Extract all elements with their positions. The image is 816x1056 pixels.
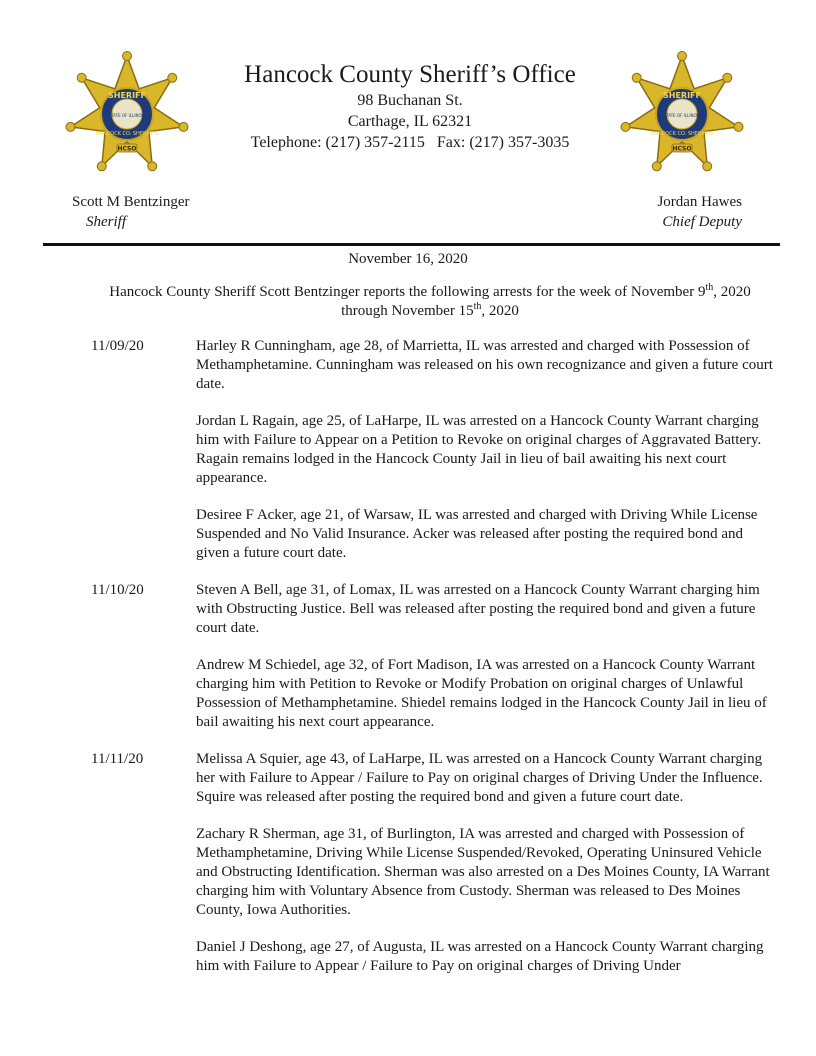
arrest-day — [0, 337, 816, 563]
arrest-record: Desiree F Acker, age 21, of Warsaw, IL was arrested and charged with Driving While License Suspended and No Valid Insurance. Acker was released after posting the required bond and given a future court date. — [196, 507, 758, 561]
arrest-entries — [0, 337, 816, 976]
intro-sup-1: th — [705, 282, 714, 293]
svg-text:SHERIFF: SHERIFF — [108, 91, 146, 100]
arrest-record: Steven A Bell, age 31, of Lomax, IL was arrested on a Hancock County Warrant charging him with Obstructing Justice. Bell was released after posting the required bond and given a future court date. — [196, 582, 760, 636]
sheriff-name: Scott M Bentzinger — [72, 194, 190, 210]
arrest-date: 11/10/20 — [91, 582, 144, 598]
intro-paragraph — [100, 283, 760, 321]
arrest-date: 11/09/20 — [91, 338, 144, 354]
svg-text:HANCOCK CO. SHERIFF'S: HANCOCK CO. SHERIFF'S — [95, 131, 159, 137]
arrest-record: Harley R Cunningham, age 28, of Marrietta, IL was arrested and charged with Possession of Methamphetamine. Cunningham was released on his own recognizance and given a future court date. — [196, 338, 773, 392]
sheriff-role: Sheriff — [86, 214, 126, 230]
arrest-date: 11/11/20 — [91, 751, 144, 767]
address-city: Carthage, IL 62321 — [347, 113, 473, 130]
arrest-record: Andrew M Schiedel, age 32, of Fort Madison, IA was arrested on a Hancock County Warrant charging him with Petition to Revoke or Modify Probation on original charges of Unlawful Possession of Methamphetamine. Shiedel remains lodged in the Hancock County Jail in lieu of bail awaiting his next court appearance. — [196, 657, 767, 730]
arrest-record: Daniel J Deshong, age 27, of Augusta, IL was arrested on a Hancock County Warrant charging him with Failure to Appear / Failure to Pay on original charges of Driving Under — [196, 939, 764, 974]
svg-text:HCSO: HCSO — [672, 145, 692, 153]
header-divider — [43, 243, 780, 246]
intro-text-1: Hancock County Sheriff Scott Bentzinger reports the following arrests for the week of November 9 — [109, 284, 706, 300]
svg-text:STATE OF ILLINOIS: STATE OF ILLINOIS — [108, 113, 146, 118]
intro-sup-2: th — [473, 301, 482, 312]
telephone-fax: Telephone: (217) 357-2115 Fax: (217) 357-3035 — [250, 134, 570, 151]
svg-text:HCSO: HCSO — [117, 145, 137, 153]
arrest-day — [0, 581, 816, 732]
deputy-name: Jordan Hawes — [657, 194, 742, 210]
arrest-record: Jordan L Ragain, age 25, of LaHarpe, IL was arrested on a Hancock County Warrant charging him with Failure to Appear on a Petition to Revoke on original charges of Aggravated Battery. Ragain remains lodged in the Hancock County Jail in lieu of bail awaiting his next court appearance. — [196, 413, 762, 486]
deputy-role: Chief Deputy — [662, 214, 742, 230]
arrest-record: Zachary R Sherman, age 31, of Burlington, IA was arrested and charged with Possession of Methamphetamine, Driving While License Suspended/Revoked, Operating Uninsured Vehicle and Obstructing Identification. Sherman was also arrested on a Des Moines County, IA Warrant charging him with Voluntary Absence from Custody. Sherman was released to Des Moines County, Iowa Authorities. — [196, 826, 770, 918]
svg-text:HANCOCK CO. SHERIFF'S: HANCOCK CO. SHERIFF'S — [650, 131, 714, 137]
intro-text-3: , 2020 — [481, 303, 519, 319]
sheriff-signature-block — [72, 192, 189, 232]
svg-text:STATE OF ILLINOIS: STATE OF ILLINOIS — [663, 113, 701, 118]
intro-text-2: , 2020 through November 15 — [341, 284, 751, 319]
address-street: 98 Buchanan St. — [357, 92, 463, 109]
report-date: November 16, 2020 — [348, 251, 468, 267]
svg-text:SHERIFF: SHERIFF — [663, 91, 701, 100]
arrest-record: Melissa A Squier, age 43, of LaHarpe, IL was arrested on a Hancock County Warrant charging her with Failure to Appear / Failure to Pay on original charges of Driving Under the Influence. Squire was released after posting the required bond and given a future court date. — [196, 751, 763, 805]
arrest-day — [0, 750, 816, 976]
letterhead — [180, 60, 640, 153]
sheriff-star-icon — [57, 44, 197, 184]
sheriff-badge-left — [57, 44, 197, 184]
deputy-signature-block — [657, 192, 742, 232]
office-title: Hancock County Sheriff’s Office — [244, 61, 576, 88]
